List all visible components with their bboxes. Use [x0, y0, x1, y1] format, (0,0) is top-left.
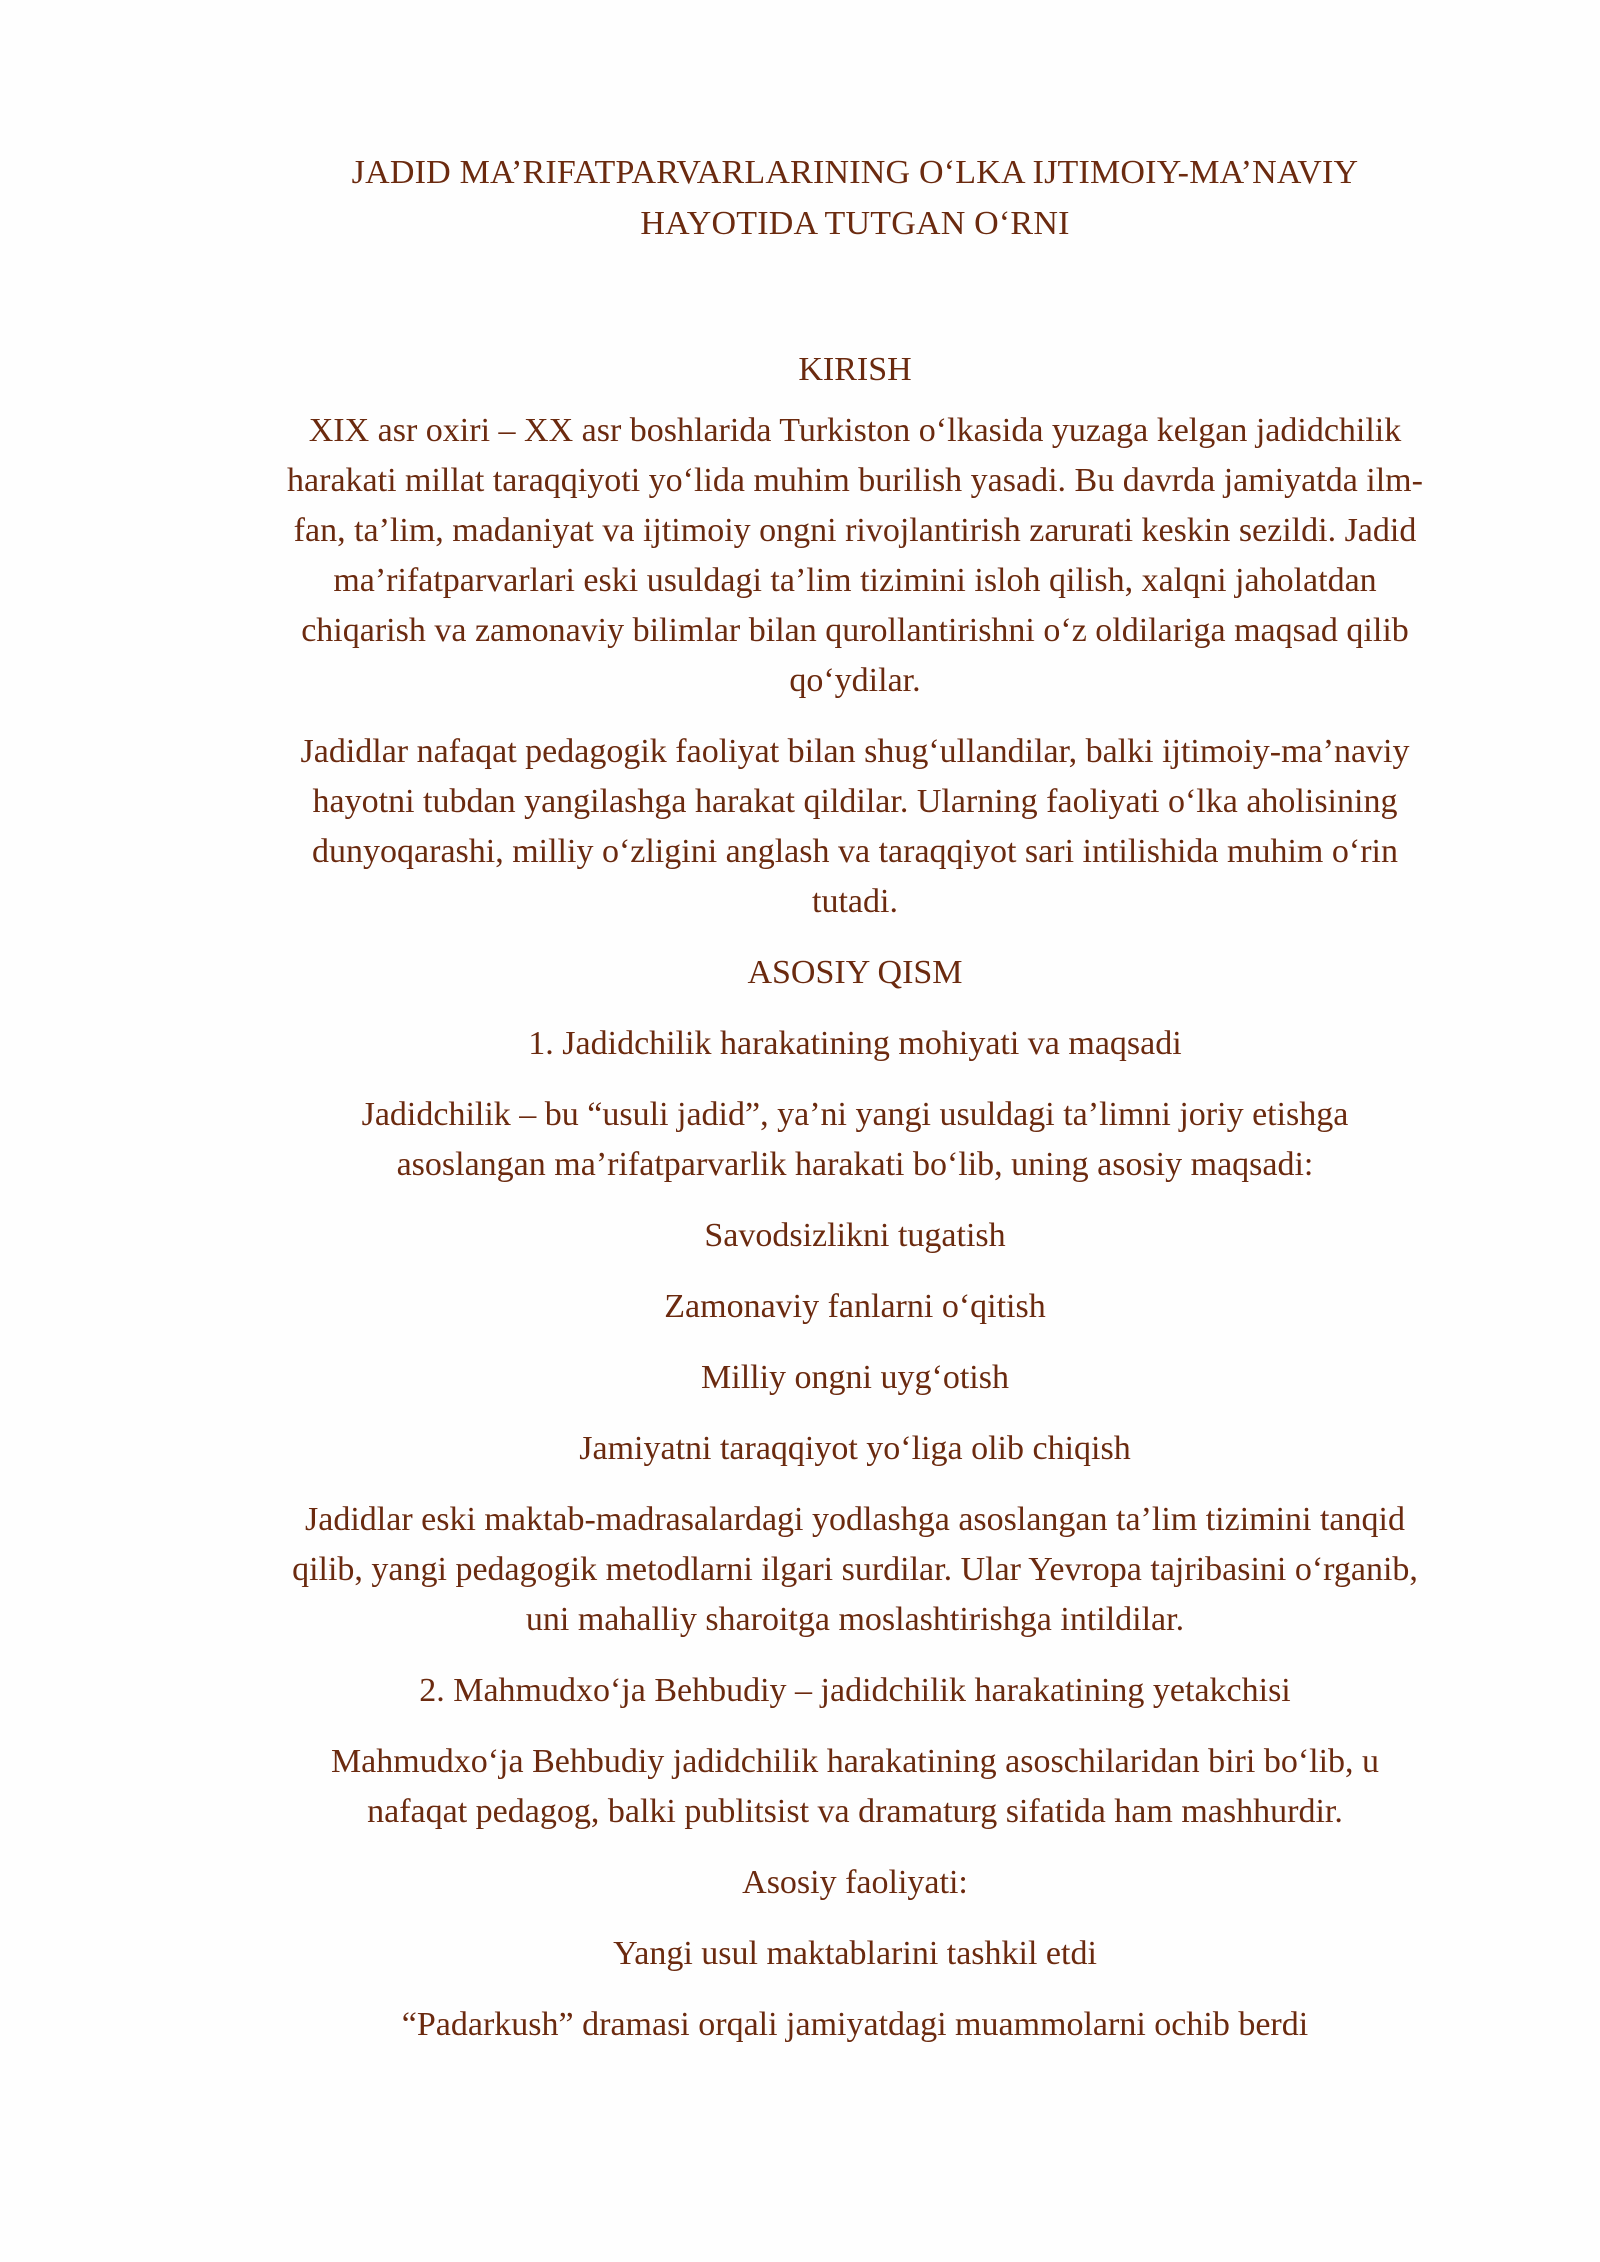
document-title: [222, 147, 1488, 249]
paragraph-line: Jadidchilik – bu “usuli jadid”, ya’ni yangi usuldagi ta’limni joriy etishga: [361, 1096, 1349, 1133]
paragraph-line: qo‘ydilar.: [789, 662, 921, 699]
paragraph-line: Jadidlar eski maktab-madrasalardagi yodlashga asoslangan ta’lim tizimini tanqid: [305, 1501, 1405, 1538]
activities-label: Asosiy faoliyati:: [742, 1864, 968, 1901]
intro-paragraph-2: [222, 727, 1488, 927]
intro-paragraph-1: [222, 406, 1488, 706]
document-content: [222, 147, 1488, 2050]
intro-heading: KIRISH: [798, 351, 912, 388]
paragraph-line: Mahmudxo‘ja Behbudiy jadidchilik harakatining asoschilaridan biri bo‘lib, u: [330, 1743, 1380, 1780]
section-1-closing-paragraph: [222, 1495, 1488, 1645]
goal-item: Milliy ongni uyg‘otish: [701, 1359, 1009, 1396]
goal-item: Zamonaviy fanlarni o‘qitish: [664, 1288, 1046, 1325]
section-2-paragraph: [222, 1737, 1488, 1837]
paragraph-line: hayotni tubdan yangilashga harakat qildilar. Ularning faoliyati o‘lka aholisining: [312, 783, 1398, 820]
title-line: HAYOTIDA TUTGAN O‘RNI: [640, 205, 1070, 242]
paragraph-line: uni mahalliy sharoitga moslashtirishga intildilar.: [525, 1601, 1185, 1638]
paragraph-line: chiqarish va zamonaviy bilimlar bilan qurollantirishni o‘z oldilariga maqsad qilib: [301, 612, 1409, 649]
paragraph-line: asoslangan ma’rifatparvarlik harakati bo‘lib, uning asosiy maqsadi:: [396, 1146, 1314, 1183]
paragraph-line: nafaqat pedagog, balki publitsist va dramaturg sifatida ham mashhurdir.: [367, 1793, 1343, 1830]
main-heading: ASOSIY QISM: [747, 954, 963, 991]
paragraph-line: dunyoqarashi, milliy o‘zligini anglash va taraqqiyot sari intilishida muhim o‘rin: [312, 833, 1398, 870]
title-line: JADID MA’RIFATPARVARLARINING O‘LKA IJTIMOIY-MA’NAVIY: [351, 154, 1359, 191]
paragraph-line: XIX asr oxiri – XX asr boshlarida Turkiston o‘lkasida yuzaga kelgan jadidchilik: [308, 412, 1402, 449]
goal-item: Jamiyatni taraqqiyot yo‘liga olib chiqish: [579, 1430, 1131, 1467]
section-1-paragraph: [222, 1090, 1488, 1190]
activity-item: Yangi usul maktablarini tashkil etdi: [613, 1935, 1097, 1972]
section-2-heading: 2. Mahmudxo‘ja Behbudiy – jadidchilik harakatining yetakchisi: [419, 1672, 1291, 1709]
paragraph-line: harakati millat taraqqiyoti yo‘lida muhim burilish yasadi. Bu davrda jamiyatda ilm-: [287, 462, 1423, 499]
section-1-heading: 1. Jadidchilik harakatining mohiyati va maqsadi: [528, 1025, 1182, 1062]
activity-item: “Padarkush” dramasi orqali jamiyatdagi muammolarni ochib berdi: [401, 2006, 1309, 2043]
paragraph-line: Jadidlar nafaqat pedagogik faoliyat bilan shug‘ullandilar, balki ijtimoiy-ma’naviy: [300, 733, 1410, 770]
paragraph-line: tutadi.: [812, 883, 898, 920]
paragraph-line: ma’rifatparvarlari eski usuldagi ta’lim tizimini isloh qilish, xalqni jaholatdan: [333, 562, 1377, 599]
paragraph-line: fan, ta’lim, madaniyat va ijtimoiy ongni rivojlantirish zarurati keskin sezildi. Jadid: [293, 512, 1417, 549]
paragraph-line: qilib, yangi pedagogik metodlarni ilgari surdilar. Ular Yevropa tajribasini o‘rganib,: [292, 1551, 1418, 1588]
goal-item: Savodsizlikni tugatish: [704, 1217, 1006, 1254]
